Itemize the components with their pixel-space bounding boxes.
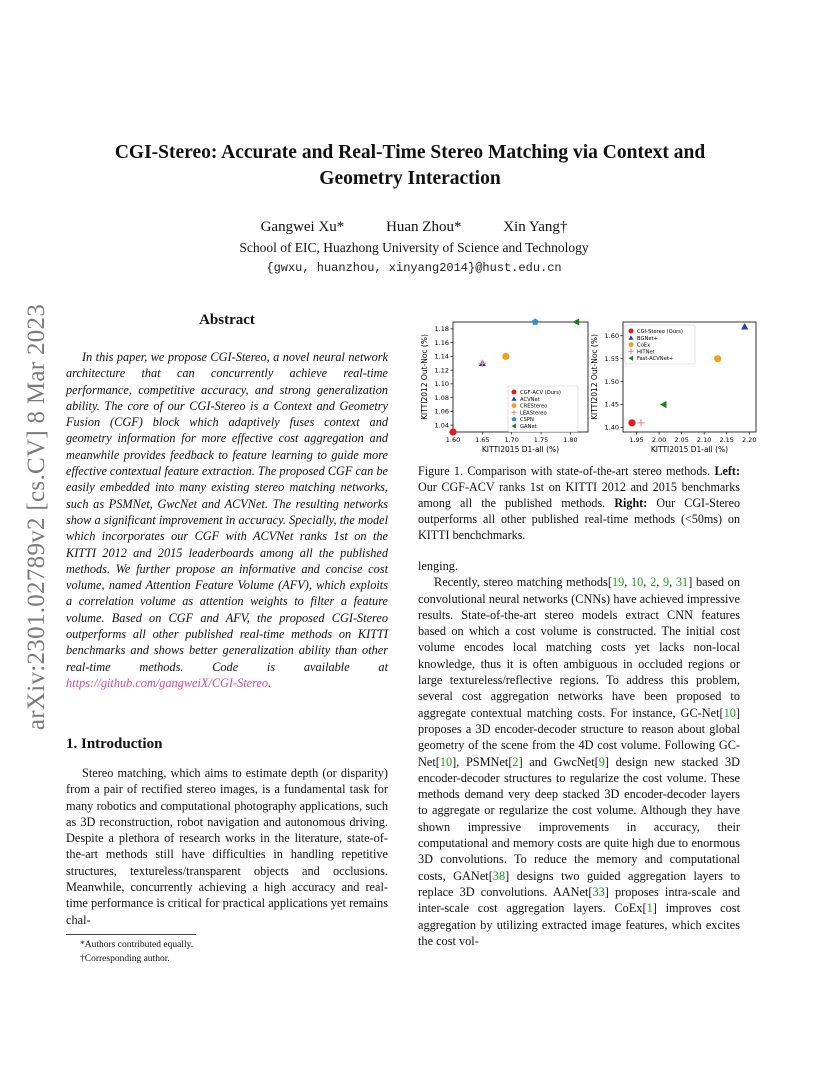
chart-2-xlabel: KITTI2015 D1-all (%) [650,445,729,454]
author-3: Xin Yang† [503,219,568,235]
caption-left-text: Our CGF-ACV ranks 1st on KITTI 2012 and 2015 benchmarks among all the published methods. [418,480,740,510]
chart-2-ytick-label: 1.60 [604,331,619,340]
title-line-2: Geometry Interaction [319,168,501,189]
chart-1-point-6 [573,318,579,325]
chart-1-point-1 [449,428,456,435]
title-line-1: CGI-Stereo: Accurate and Real-Time Stereo Matching via Context and [114,142,706,163]
chart-2-xtick-label: 2.15 [719,436,734,444]
caption-left-tag: Left: [714,464,740,478]
chart-2-point-4 [637,419,644,426]
chart-1-ytick-label: 1.12 [434,366,449,375]
abstract-body: In this paper, we propose CGI-Stereo, a novel neural network architecture that can concurrently achieve real-time performance, competitive accuracy, and strong generalization ability. The core of our CGI-Stereo is a Context and Geometry Fusion (CGF) block which adaptively fuses context and geometry information for more effective cost aggregation and meanwhile provides feedback to feature learning to guide more effective contextual feature extraction. The proposed CGF can be easily embedded into many existing stereo matching networks, such as PSMNet, GwcNet and ACVNet. The resulting networks show a significant improvement in accuracy. Specially, the model which incorporates our CGF with ACVNet ranks 1st on the KITTI 2012 and 2015 leaderboards among all the published methods. We further propose an informative and concise cost volume, named Attention Feature Volume (AFV), which exploits a correlation volume as attention weights to filter a feature volume. Based on CGF and AFV, the proposed CGI-Stereo outperforms all other published real-time methods on KITTI benchmarks and shows better generalization ability than other real-time methods. Code is available at https://github.com/gangweiX/CGI-Stereo. [66,350,388,690]
chart-1-ytick-label: 1.10 [434,380,449,389]
chart-1-legend-label-5: CSPN [520,417,534,424]
chart-1-xtick-label: 1.75 [533,436,549,444]
figure-1 [418,312,760,462]
chart-2-legend-label-1: CGI-Stereo (Ours) [637,329,683,335]
chart-2-ytick-label: 1.55 [604,354,619,363]
chart-1-legend-label-1: CGF-ACV (Ours) [520,390,561,396]
chart-1-point-3 [502,353,509,360]
chart-1-legend-label-6: GANet [520,424,537,430]
author-2: Huan Zhou* [386,219,462,235]
chart-2-ytick-label: 1.45 [604,400,619,409]
chart-1-xtick-label: 1.60 [445,436,461,444]
chart-1-ytick-label: 1.04 [434,421,449,430]
chart-1-legend-marker-1 [512,390,517,395]
chart-1-legend-label-4: LEAStereo [520,410,547,417]
chart-2-legend-label-3: CoEx [637,342,651,349]
chart-2-xtick-label: 2.20 [741,436,757,444]
chart-1-legend-label-2: ACVNet [520,396,540,403]
chart-1-xtick-label: 1.80 [563,436,578,444]
introduction-paragraph: Stereo matching, which aims to estimate depth (or disparity) from a pair of rectified stereo images, is a fundamental task for many robotics and computational photography applications, such as 3D reconstruction, robot navigation and autonomous driving. Despite a plethora of research works in the literature, state-of-the-art methods still have difficulties in handling repetitive structures, textureless/transparent objects and occlusions. Meanwhile, concurrently achieving a high accuracy and real-time performance is critical for practical applications yet remains chal- [66,766,388,927]
chart-2-xtick-label: 1.95 [629,436,644,444]
chart-1-ylabel: KITTI2012 Out-Noc (%) [420,334,429,420]
arxiv-identifier: arXiv:2301.02789v2 [cs.CV] 8 Mar 2023 [23,303,50,731]
chart-2-xtick-label: 2.05 [674,436,689,444]
chart-2-xtick-label: 2.00 [651,436,667,444]
affiliation: School of EIC, Huazhong University of Science and Technology [239,240,589,255]
chart-1-legend-marker-3 [512,403,517,408]
right-column-text [418,558,740,949]
chart-2-ytick-label: 1.50 [604,377,619,386]
chart-2-point-2 [741,323,748,329]
chart-2-legend-marker-3 [629,342,634,347]
chart-2-point-5 [660,401,666,408]
chart-2-point-1 [628,419,635,426]
related-work-paragraph: Recently, stereo matching methods[19, 10, 2, 9, 31] based on convolutional neural networks (CNNs) have achieved impressive results. State-of-the-art stereo models extract CNN features based on which a cost volume is constructed. The initial cost volume encodes local matching costs yet lacks non-local knowledge, thus it is often ambiguous in occluded regions or large textureless/reflective regions. To address this problem, several cost aggregation networks have been proposed to aggregate contextual matching costs. For instance, GC-Net[10] proposes a 3D encoder-decoder structure to reason about global geometry of the scene from the 4D cost volume. Following GC-Net[10], PSMNet[2] and GwcNet[9] design new stacked 3D encoder-decoder structures to regularize the cost volume. These methods demand very deep stacked 3D encoder-decoder layers to aggregate or regularize the cost volume. Although they have shown impressive improvements in accuracy, their computational and memory costs are quite high due to enormous 3D convolutions. To reduce the memory and computational costs, GANet[38] designs two guided aggregation layers to replace 3D convolutions. AANet[33] proposes intra-scale and inter-scale cost aggregation layers. CoEx[1] improves cost aggregation by utilizing extracted image features, which excites the cost vol- [418,575,741,948]
chart-2-legend-label-2: BGNet+ [637,335,658,342]
chart-2-point-3 [714,355,721,362]
chart-2-xtick-label: 2.10 [696,436,712,444]
chart-2-ylabel: KITTI2012 Out-Noc (%) [590,334,599,420]
chart-1-point-5 [532,318,539,325]
caption-right-tag: Right: [614,496,648,510]
abstract-heading: Abstract [199,312,255,328]
chart-1-xtick-label: 1.70 [504,436,519,444]
figure-1-charts [418,312,760,462]
author-1: Gangwei Xu* [260,219,345,235]
chart-2-legend-marker-1 [629,329,634,334]
caption-label: Figure 1. Comparison with state-of-the-art stereo methods. [418,464,711,478]
figure-1-caption [418,463,740,543]
right-continuation: lenging. [418,559,458,573]
chart-2-legend-label-4: HITNet [637,349,655,356]
paper-title [60,140,760,192]
chart-1-ytick-label: 1.16 [434,338,449,347]
footnote-rule [66,934,196,935]
author-list [0,219,828,236]
footnote-equal-contribution: *Authors contributed equally. [80,940,194,950]
chart-1-xlabel: KITTI2015 D1-all (%) [481,445,560,454]
chart-1-legend-label-3: CREStereo [520,403,548,410]
abstract-text: In this paper, we propose CGI-Stereo, a novel neural network architecture that can concurrently achieve real-time performance, competitive accuracy, and strong generalization ability. The core of our CGI-Stereo is a Context and Geometry Fusion (CGF) block which adaptively fuses context and geometry information for more effective cost aggregation and meanwhile provides feedback to feature learning to guide more effective contextual feature extraction. The proposed CGF can be easily embedded into many existing stereo matching networks, such as PSMNet, GwcNet and ACVNet. The resulting networks show a significant improvement in accuracy. Specially, the model which incorporates our CGF with ACVNet ranks 1st on the KITTI 2012 and 2015 leaderboards among all the published methods. We further propose an informative and concise cost volume, named Attention Feature Volume (AFV), which exploits a correlation volume as attention weights to filter a feature volume. Based on CGF and AFV, the proposed CGI-Stereo outperforms all other published real-time methods on KITTI benchmarks and shows better generalization ability than other real-time methods. Code is available at [66,350,388,674]
chart-1-ytick-label: 1.06 [434,407,449,416]
author-emails: {gwxu, huanzhou, xinyang2014}@hust.edu.cn [266,261,562,275]
caption-right-text: Our CGI-Stereo outperforms all other published real-time methods (<50ms) on KITTI benchchmarks. [418,496,740,542]
code-link[interactable]: https://github.com/gangweiX/CGI-Stereo [66,675,269,690]
chart-1-ytick-label: 1.08 [434,393,449,402]
chart-1-ytick-label: 1.14 [434,352,449,361]
chart-2-ytick-label: 1.40 [604,423,619,432]
chart-1-xtick-label: 1.65 [475,436,490,444]
footnote-corresponding-author: †Corresponding author. [80,954,170,964]
chart-2-legend-label-5: Fast-ACVNet+ [637,356,674,363]
chart-1-ytick-label: 1.18 [434,325,449,334]
section-heading-introduction: 1. Introduction [66,736,163,752]
